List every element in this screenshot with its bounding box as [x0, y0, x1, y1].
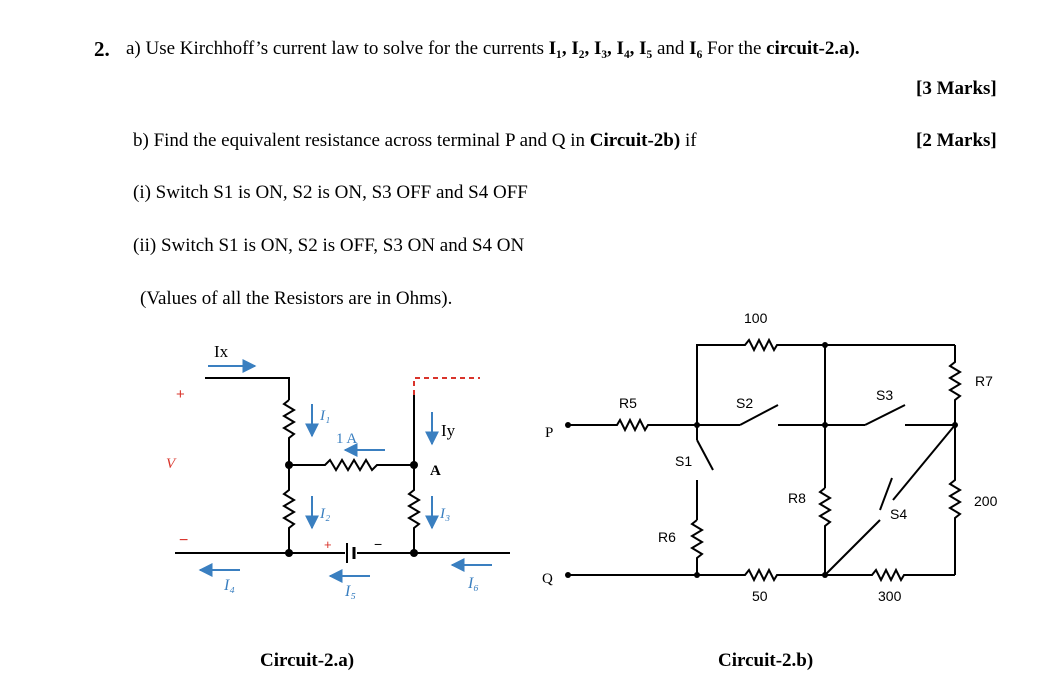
label-i6: I₆: [468, 575, 479, 592]
label-v-plus: +: [176, 386, 185, 403]
label-i3: I₃: [440, 506, 451, 522]
part-a-circuit-ref: circuit-2.a).: [766, 38, 860, 59]
node-b4: [952, 422, 958, 428]
label-s2: S2: [736, 395, 754, 411]
label-r5: R5: [619, 395, 637, 411]
part-b-if: if: [680, 130, 697, 151]
caption-circuit-a: Circuit-2.a): [260, 650, 355, 671]
dashed-open-path: [414, 378, 480, 395]
part-a-i6: I₆: [689, 38, 703, 59]
label-v: V: [166, 456, 176, 472]
part-a-marks: [3 Marks]: [916, 78, 997, 99]
node-left-bottom: [285, 549, 293, 557]
part-a-and: and: [652, 38, 690, 59]
label-100: 100: [744, 310, 768, 326]
label-i5: I₅: [345, 583, 356, 600]
label-i1: I₁: [320, 408, 331, 424]
part-b-marks: [2 Marks]: [916, 130, 997, 151]
caption-circuit-b: Circuit-2.b): [718, 650, 814, 671]
node-right-bottom: [410, 549, 418, 557]
label-200: 200: [974, 493, 998, 509]
node-a: [410, 461, 418, 469]
part-b-text: b) Find the equivalent resistance across terminal P and Q in: [133, 130, 590, 151]
label-50: 50: [752, 588, 768, 604]
node-b2: [822, 342, 828, 348]
label-q: Q: [542, 571, 553, 587]
circuit-a: [175, 378, 510, 563]
terminal-p: [565, 422, 571, 428]
label-300: 300: [878, 588, 902, 604]
values-note: (Values of all the Resistors are in Ohms).: [140, 288, 453, 309]
node-b3: [822, 422, 828, 428]
label-v-minus: −: [179, 532, 189, 549]
label-p: P: [545, 425, 554, 441]
label-batt-plus: +: [324, 537, 332, 552]
label-s3: S3: [876, 387, 894, 403]
part-a-currents: I₁, I₂, I₃, I₄, I₅: [548, 38, 653, 59]
label-r7: R7: [975, 373, 993, 389]
label-s1: S1: [675, 453, 693, 469]
label-iy: Iy: [441, 421, 456, 440]
case-ii: (ii) Switch S1 is ON, S2 is OFF, S3 ON and S4 ON: [133, 235, 525, 256]
label-r6: R6: [658, 529, 676, 545]
terminal-q: [565, 572, 571, 578]
label-one-amp: 1 A: [336, 431, 358, 447]
part-a-for: For the: [702, 38, 767, 59]
label-ix: Ix: [214, 342, 229, 361]
part-b-circuit-ref: Circuit-2b): [589, 130, 681, 151]
node-b6: [694, 572, 700, 578]
node-b1: [694, 422, 700, 428]
node-left-mid: [285, 461, 293, 469]
label-r8: R8: [788, 490, 806, 506]
part-a-text: a) Use Kirchhoff’s current law to solve for the currents: [126, 38, 549, 59]
label-batt-minus: −: [374, 536, 383, 552]
case-i: (i) Switch S1 is ON, S2 is ON, S3 OFF and S4 OFF: [133, 182, 528, 203]
label-i2: I₂: [320, 506, 331, 522]
node-b5: [822, 572, 828, 578]
question-number: 2.: [94, 37, 110, 61]
circuit-b: [568, 340, 960, 580]
label-node-a: A: [430, 463, 441, 479]
label-s4: S4: [890, 506, 908, 522]
label-i4: I₄: [224, 577, 235, 594]
